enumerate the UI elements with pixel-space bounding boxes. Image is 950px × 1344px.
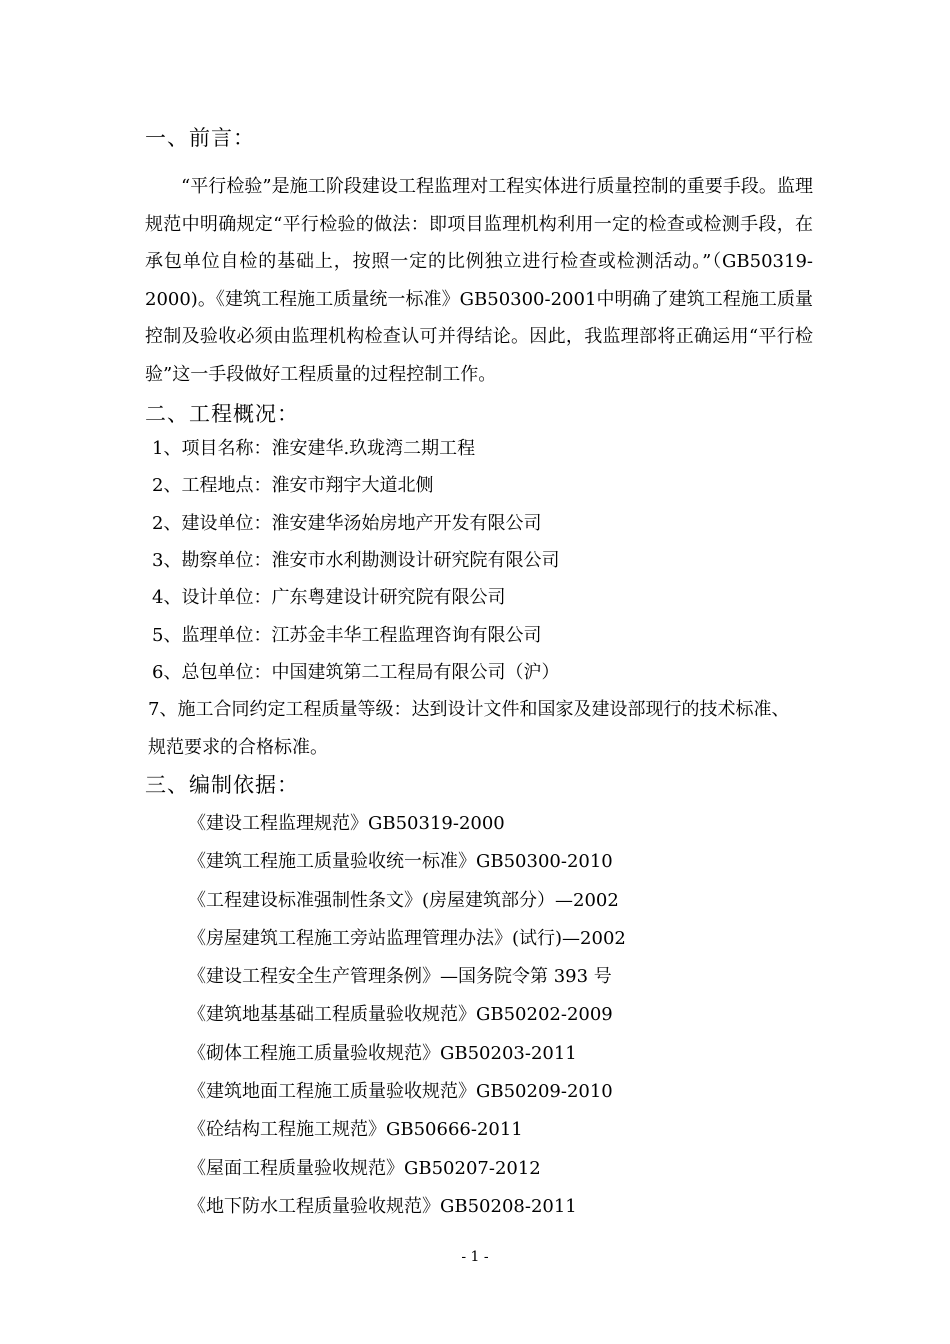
overview-item-1: 1、项目名称：淮安建华.玖珑湾二期工程	[152, 438, 476, 459]
overview-item-7: 6、总包单位：中国建筑第二工程局有限公司（沪）	[152, 662, 560, 683]
preface-text: “平行检验”是施工阶段建设工程监理对工程实体进行质量控制的重要手段。监理规范中明确规定“平行检验的做法：即项目监理机构利用一定的检查或检测手段，在承包单位自检的基础上，按照一定的比例独立进行检查或检测活动。”（GB50319-2000)。《建筑工程施工质量统一标准》GB50300-2001中明确了建筑工程施工质量控制及验收必须由监理机构检查认可并得结论。因此，我监理部将正确运用“平行检验”这一手段做好工程质量的过程控制工作。	[145, 176, 813, 385]
overview-item-4: 3、勘察单位：淮安市水利勘测设计研究院有限公司	[152, 550, 560, 571]
preface-paragraph	[145, 168, 813, 393]
overview-item-8-line1: 7、施工合同约定工程质量等级：达到设计文件和国家及建设部现行的技术标准、	[148, 699, 790, 720]
overview-item-5: 4、设计单位：广东粤建设计研究院有限公司	[152, 587, 506, 608]
overview-item-3: 2、建设单位：淮安建华汤始房地产开发有限公司	[152, 513, 542, 534]
reference-item: 《建设工程安全生产管理条例》—国务院令第 393 号	[188, 966, 612, 988]
overview-item-6: 5、监理单位：江苏金丰华工程监理咨询有限公司	[152, 625, 542, 646]
reference-item: 《房屋建筑工程施工旁站监理管理办法》(试行)—2002	[188, 927, 626, 949]
reference-item: 《屋面工程质量验收规范》GB50207-2012	[188, 1157, 541, 1179]
reference-list	[188, 812, 828, 1233]
reference-item: 《工程建设标准强制性条文》(房屋建筑部分）—2002	[188, 889, 619, 911]
reference-item: 《建筑工程施工质量验收统一标准》GB50300-2010	[188, 851, 613, 873]
section-heading-basis: 三、编制依据：	[145, 773, 299, 797]
overview-item-2: 2、工程地点：淮安市翔宇大道北侧	[152, 475, 434, 496]
section-heading-preface: 一、前言：	[145, 126, 255, 150]
page-number: - 1 -	[461, 1249, 489, 1265]
section-heading-overview: 二、工程概况：	[145, 402, 299, 426]
reference-item: 《建筑地基基础工程质量验收规范》GB50202-2009	[188, 1004, 613, 1026]
reference-item: 《砌体工程施工质量验收规范》GB50203-2011	[188, 1042, 577, 1064]
reference-item: 《建设工程监理规范》GB50319-2000	[188, 813, 505, 834]
reference-item: 《砼结构工程施工规范》GB50666-2011	[188, 1119, 523, 1141]
reference-item: 《地下防水工程质量验收规范》GB50208-2011	[188, 1195, 577, 1217]
overview-item-8-line2: 规范要求的合格标准。	[148, 737, 328, 758]
reference-item: 《建筑地面工程施工质量验收规范》GB50209-2010	[188, 1081, 613, 1103]
